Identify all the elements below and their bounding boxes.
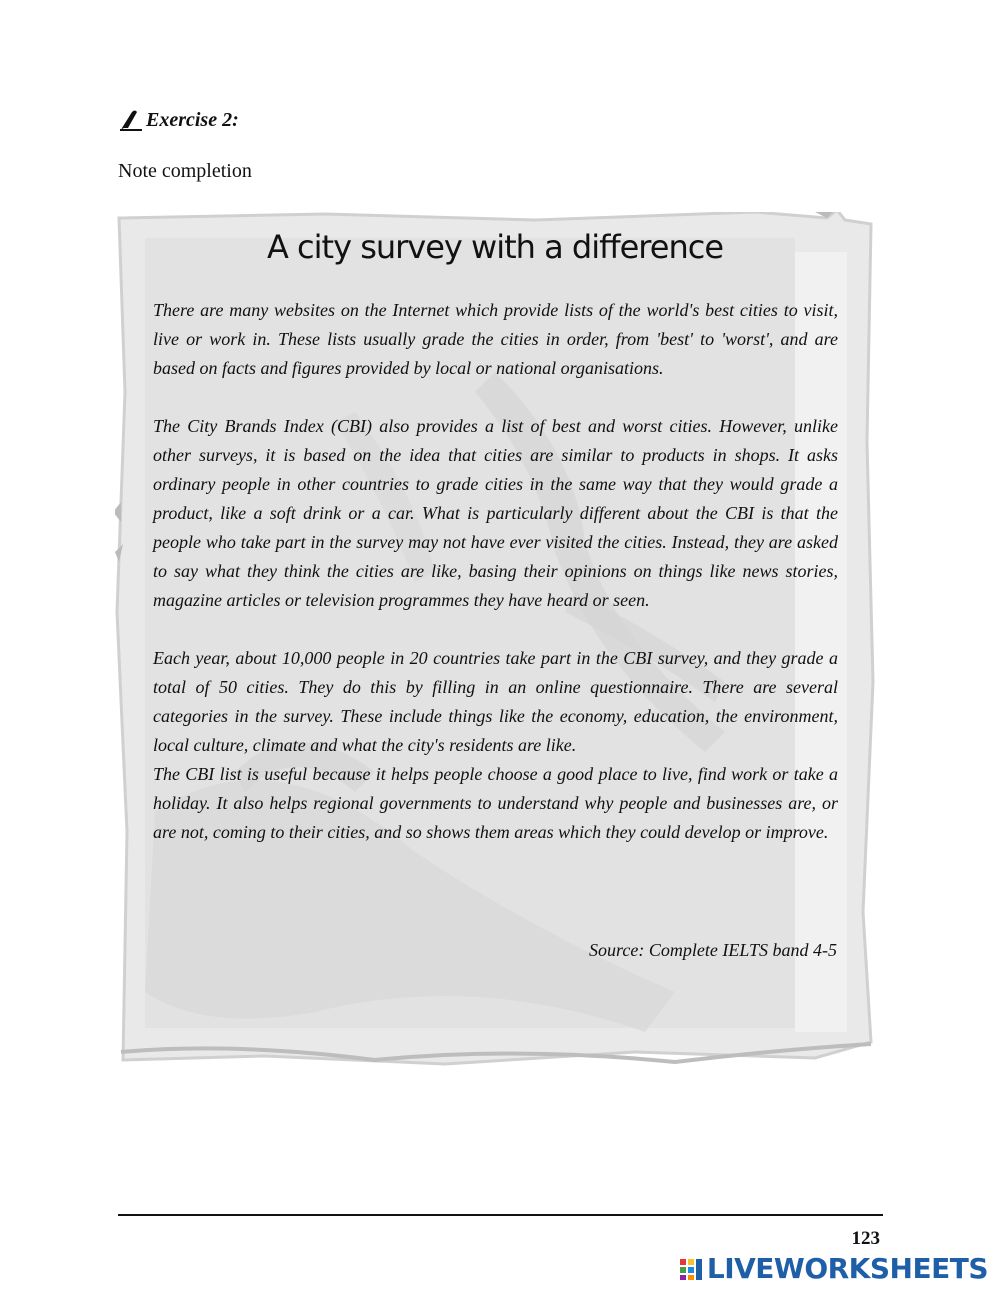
page-number: 123	[851, 1228, 880, 1249]
article-title: A city survey with a difference	[266, 228, 723, 266]
paragraph-1: There are many websites on the Internet which provide lists of the world's best cities to visit, live or work in. These lists usually grade the cities in order, from 'best' to 'worst', and are based on facts and figures provided by local or national organisations.	[153, 300, 838, 378]
liveworksheets-brand[interactable]	[679, 1252, 988, 1285]
exercise-label: Exercise 2:	[146, 108, 239, 131]
article-source: Source: Complete IELTS band 4-5	[589, 940, 837, 960]
paragraph-2: The City Brands Index (CBI) also provides a list of best and worst cities. However, unlike other surveys, it is based on the idea that cities are similar to products in shops. It asks ordinary people in other countries to grade cities in the same way that they would grade a product, like a soft drink or a car. What is particularly different about the CBI is that the people who take part in the survey may not have ever visited the cities. Instead, they are asked to say what they think the cities are like, basing their opinions on things like news stories, magazine articles or television programmes they have heard or seen.	[153, 416, 838, 610]
paragraph-3: Each year, about 10,000 people in 20 countries take part in the CBI survey, and they grade a total of 50 cities. They do this by filling in an online questionnaire. There are several categories in the survey. These include things like the economy, education, the environment, local culture, climate and what the city's residents are like.	[153, 648, 838, 755]
liveworksheets-logo-icon	[679, 1257, 703, 1281]
article-panel	[115, 212, 875, 1082]
exercise-heading	[118, 108, 239, 132]
article-body	[153, 296, 838, 847]
footer-divider	[118, 1214, 883, 1216]
brand-name: LIVEWORKSHEETS	[706, 1252, 988, 1285]
paragraph-4: The CBI list is useful because it helps people choose a good place to live, find work or take a holiday. It also helps regional governments to understand why people and businesses are, or are not, coming to their cities, and so shows them areas which they could develop or improve.	[153, 764, 838, 842]
pen-icon	[118, 108, 144, 132]
exercise-subtitle: Note completion	[118, 160, 252, 182]
